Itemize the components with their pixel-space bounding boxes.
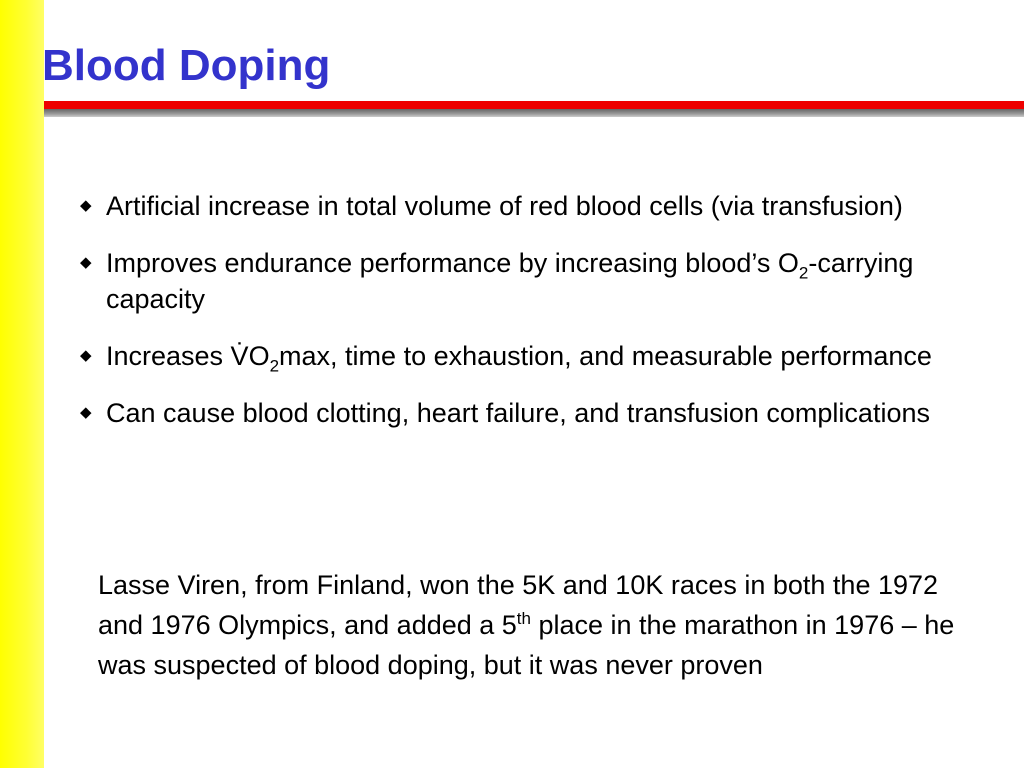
note-paragraph xyxy=(98,565,978,685)
bullet-item xyxy=(80,338,980,374)
bullet-item xyxy=(80,395,980,431)
diamond-bullet-icon: ◆ xyxy=(80,254,92,271)
divider-red-line xyxy=(44,101,1024,109)
note-text: Lasse Viren, from Finland, won the 5K and 10K races in both the 1972 and 1976 Olympics, and added a 5 xyxy=(98,570,939,640)
bullet-text-continued: max, time to exhaustion, and measurable performance xyxy=(279,341,932,371)
bullet-item xyxy=(80,188,980,224)
accent-side-bar xyxy=(0,0,44,768)
bullet-item xyxy=(80,245,980,317)
note-text-continued: place in the marathon in 1976 – he was suspected of blood doping, but it was never proven xyxy=(98,610,955,680)
title-divider xyxy=(44,101,1024,117)
slide-title: Blood Doping xyxy=(42,41,331,90)
diamond-bullet-icon: ◆ xyxy=(80,197,92,214)
bullet-text: Increases V̇O xyxy=(106,341,270,371)
subscript: 2 xyxy=(798,263,809,283)
bullet-text-continued: -carrying capacity xyxy=(106,248,914,314)
bullet-text: Can cause blood clotting, heart failure, and transfusion complications xyxy=(106,398,930,428)
bullet-list xyxy=(80,188,980,452)
divider-shadow xyxy=(44,109,1024,117)
bullet-text: Improves endurance performance by increasing blood’s O xyxy=(106,248,799,278)
diamond-bullet-icon: ◆ xyxy=(80,347,92,364)
subscript: 2 xyxy=(269,356,280,376)
bullet-text: Artificial increase in total volume of red blood cells (via transfusion) xyxy=(106,191,903,221)
superscript: th xyxy=(516,609,531,628)
diamond-bullet-icon: ◆ xyxy=(80,404,92,421)
